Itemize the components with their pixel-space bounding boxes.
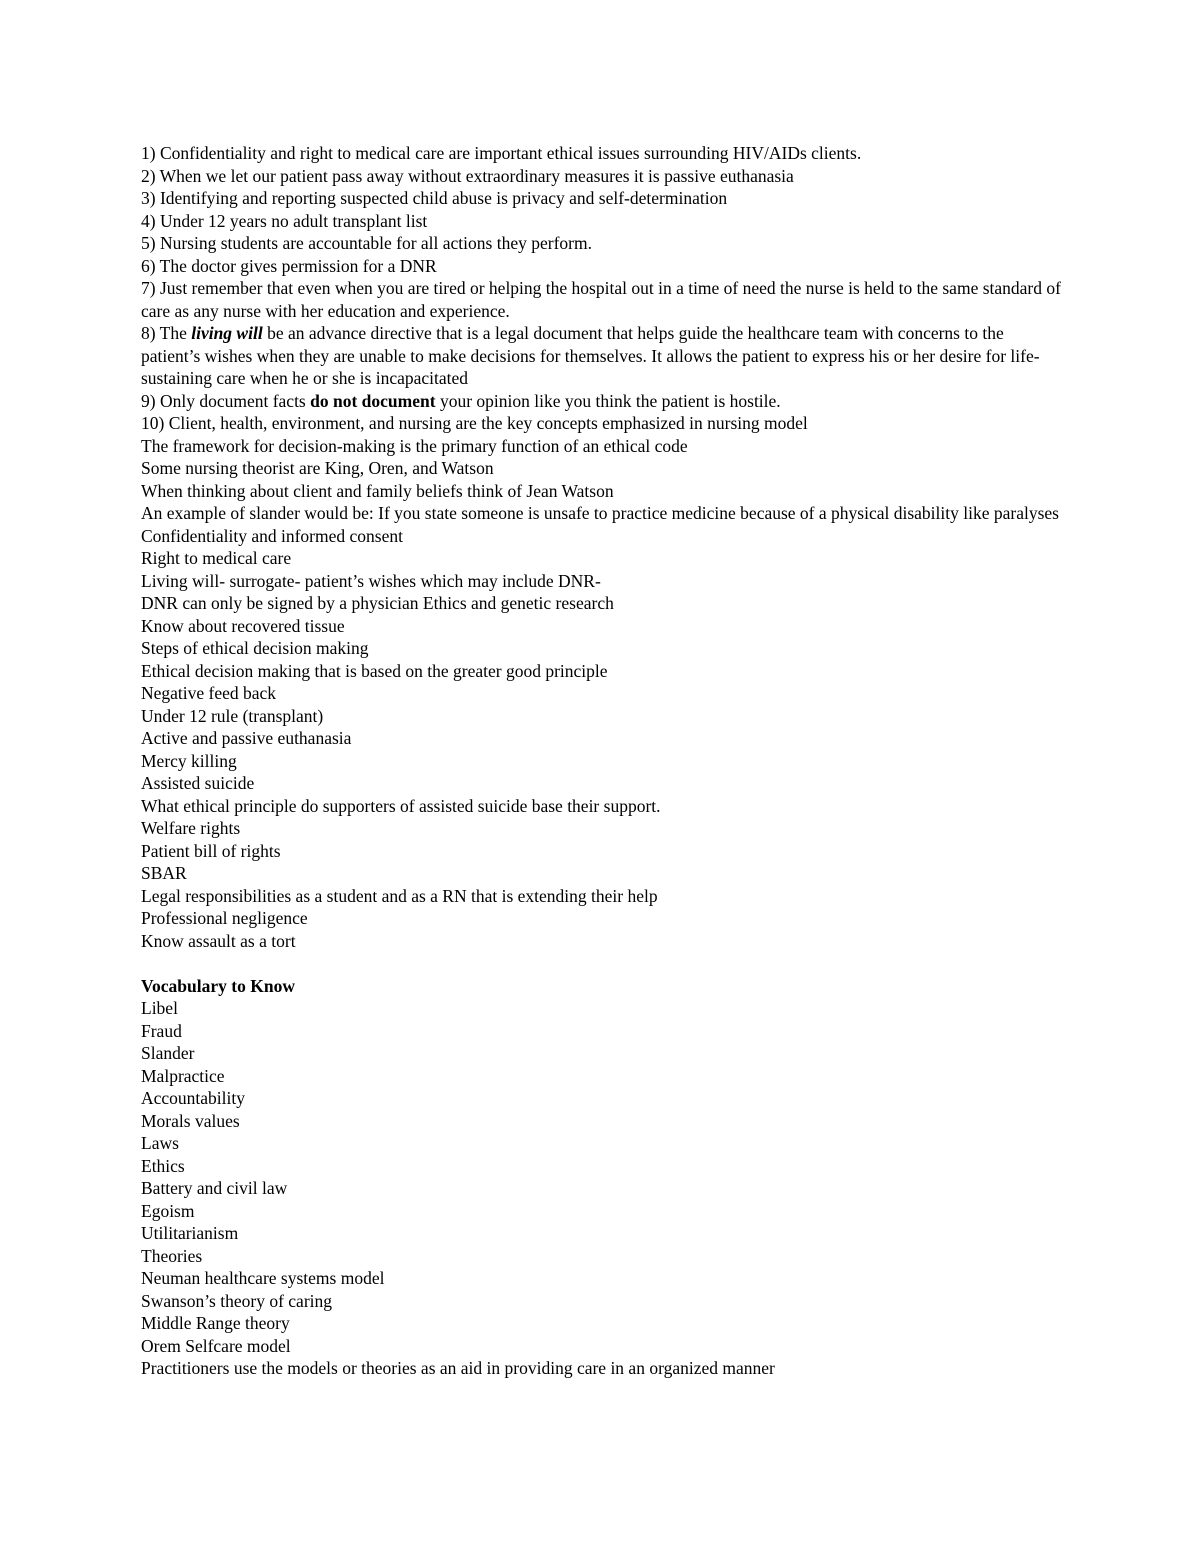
note-line: Some nursing theorist are King, Oren, and Watson xyxy=(141,458,494,478)
note-line: An example of slander would be: If you state someone is unsafe to practice medicine because of a physical disability like paralyses xyxy=(141,503,1059,523)
vocab-term: Egoism xyxy=(141,1200,195,1221)
vocab-term: Ethics xyxy=(141,1155,185,1176)
note-line: What ethical principle do supporters of assisted suicide base their support. xyxy=(141,795,661,816)
vocab-term: Theories xyxy=(141,1245,203,1266)
note-line: Mercy killing xyxy=(141,750,237,771)
list-item: 5) Nursing students are accountable for all actions they perform. xyxy=(141,233,592,253)
vocab-term: Malpractice xyxy=(141,1065,225,1086)
vocab-heading: Vocabulary to Know xyxy=(141,975,295,996)
list-item: 1) Confidentiality and right to medical care are important ethical issues surrounding HIV/AIDs clients. xyxy=(141,143,862,163)
note-line: Right to medical care xyxy=(141,548,292,568)
emphasis-do-not-document: do not document xyxy=(310,390,436,411)
note-line: Welfare rights xyxy=(141,818,241,838)
emphasis-living-will: living will xyxy=(191,323,263,343)
spacer xyxy=(141,952,1066,975)
note-line: SBAR xyxy=(141,863,187,883)
note-line: Know about recovered tissue xyxy=(141,615,345,636)
list-item: 6) The doctor gives permission for a DNR xyxy=(141,255,437,276)
list-item: 3) Identifying and reporting suspected child abuse is privacy and self-determination xyxy=(141,188,728,208)
item-text: be an advance directive that is a legal document that helps guide the healthcare team with concerns to the patient’s wishes when they are unable to make decisions for themselves. It allows the patient to express his or her desire for life-sustaining care when he or she is incapacitated xyxy=(141,323,1040,388)
vocab-term: Morals values xyxy=(141,1110,240,1131)
note-line: Legal responsibilities as a student and as a RN that is extending their help xyxy=(141,885,658,906)
vocab-term: Orem Selfcare model xyxy=(141,1335,291,1356)
note-line: Ethical decision making that is based on the greater good principle xyxy=(141,660,608,681)
note-line: 10) Client, health, environment, and nursing are the key concepts emphasized in nursing model xyxy=(141,413,808,433)
list-item: 2) When we let our patient pass away without extraordinary measures it is passive euthanasia xyxy=(141,165,794,186)
list-item-document-facts xyxy=(141,390,1066,413)
vocab-term: Swanson’s theory of caring xyxy=(141,1290,333,1311)
vocab-term: Fraud xyxy=(141,1020,182,1041)
list-item-living-will xyxy=(141,322,1066,390)
vocab-term: Battery and civil law xyxy=(141,1178,288,1198)
note-line: Negative feed back xyxy=(141,683,277,703)
note-line: Under 12 rule (transplant) xyxy=(141,705,324,726)
vocab-term: Middle Range theory xyxy=(141,1313,290,1333)
note-line: Steps of ethical decision making xyxy=(141,638,369,658)
list-item: 7) Just remember that even when you are tired or helping the hospital out in a time of need the nurse is held to the same standard of care as any nurse with her education and experience. xyxy=(141,278,1061,321)
vocab-term: Practitioners use the models or theories as an aid in providing care in an organized manner xyxy=(141,1358,775,1378)
vocab-list xyxy=(141,997,1066,1380)
note-line: Confidentiality and informed consent xyxy=(141,525,403,546)
vocab-term: Utilitarianism xyxy=(141,1223,239,1243)
note-line: Patient bill of rights xyxy=(141,840,281,861)
document-body xyxy=(141,142,1066,1380)
note-line: Know assault as a tort xyxy=(141,930,296,951)
vocab-term: Slander xyxy=(141,1043,195,1063)
item-text: your opinion like you think the patient is hostile. xyxy=(435,390,781,411)
vocab-term: Laws xyxy=(141,1133,179,1153)
vocab-term: Accountability xyxy=(141,1088,246,1108)
vocab-term: Neuman healthcare systems model xyxy=(141,1268,385,1288)
note-line: Professional negligence xyxy=(141,908,308,928)
note-line: DNR can only be signed by a physician Ethics and genetic research xyxy=(141,593,614,613)
vocab-term: Libel xyxy=(141,998,178,1018)
note-line: Active and passive euthanasia xyxy=(141,728,352,748)
item-prefix: 9) Only document facts xyxy=(141,390,311,411)
note-line: When thinking about client and family beliefs think of Jean Watson xyxy=(141,480,614,501)
notes-list xyxy=(141,412,1066,952)
note-line: Assisted suicide xyxy=(141,773,255,793)
note-line: Living will- surrogate- patient’s wishes which may include DNR- xyxy=(141,570,601,591)
note-line: The framework for decision-making is the primary function of an ethical code xyxy=(141,435,688,456)
item-prefix: 8) The xyxy=(141,323,192,343)
list-item: 4) Under 12 years no adult transplant list xyxy=(141,210,428,231)
